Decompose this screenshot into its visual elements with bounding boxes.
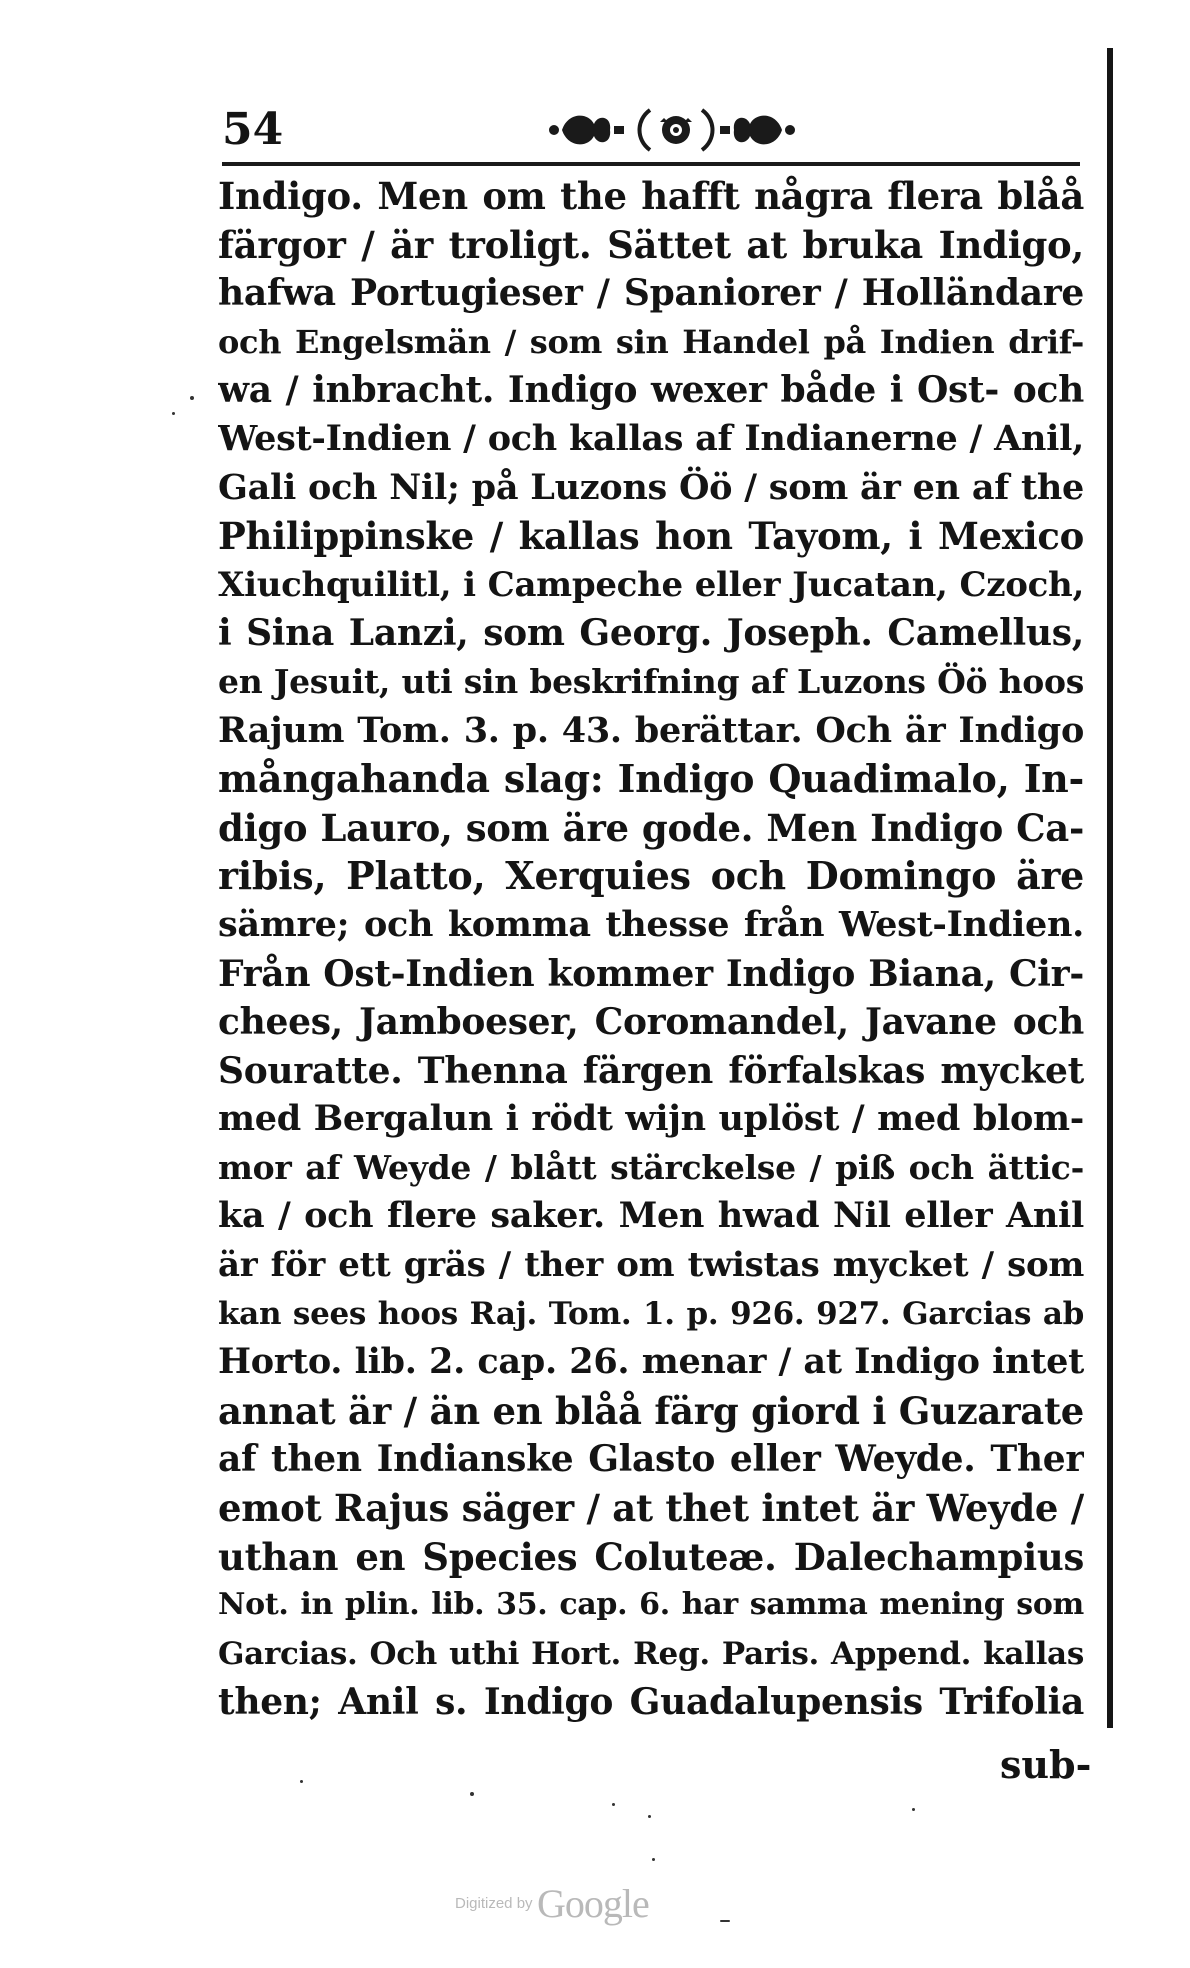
text-line: digo Lauro, som äre gode. Men Indigo Ca- (218, 805, 1084, 850)
text-line: Souratte. Thenna färgen förfalskas mycket (218, 1049, 1084, 1092)
text-line: Not. in plin. lib. 35. cap. 6. har samma mening som (218, 1587, 1084, 1623)
text-line: af then Indianske Glasto eller Weyde. Ther (218, 1438, 1084, 1481)
text-line: sämre; och komma thesse från West-Indien. (218, 903, 1084, 945)
text-line: ka / och flere saker. Men hwad Nil eller Anil (218, 1195, 1084, 1237)
text-line: chees, Jamboeser, Coromandel, Javane och (218, 1001, 1084, 1044)
text-line: annat är / än en blåå färg giord i Guzarate (218, 1388, 1084, 1433)
text-line: Gali och Nil; på Luzons Öö / som är en af the (218, 466, 1084, 508)
text-line: kan sees hoos Raj. Tom. 1. p. 926. 927. Garcias ab (218, 1295, 1084, 1332)
body-text (218, 172, 1084, 1727)
watermark-brand: Google (537, 1881, 649, 1926)
page-number: 54 (222, 104, 284, 155)
text-line: then; Anil s. Indigo Guadalupensis Trifolia (218, 1681, 1084, 1724)
text-line: hafwa Portugieser / Spaniorer / Holländare (218, 272, 1084, 315)
page-edge-rule (1107, 48, 1113, 1728)
text-line: i Sina Lanzi, som Georg. Joseph. Camellus, (218, 612, 1084, 655)
text-line: Från Ost-Indien kommer Indigo Biana, Cir- (218, 952, 1084, 995)
text-line: emot Rajus säger / at thet intet är Weyde / (218, 1486, 1084, 1531)
printers-ornament-icon (532, 102, 812, 158)
text-line: Xiuchquilitl, i Campeche eller Jucatan, Czoch, (218, 564, 1084, 605)
watermark-prefix: Digitized by (455, 1895, 533, 1912)
text-line: wa / inbracht. Indigo wexer både i Ost- och (218, 369, 1084, 412)
header-rule (222, 162, 1080, 166)
text-line: uthan en Species Coluteæ. Dalechampius (218, 1534, 1084, 1579)
text-line: Philippinske / kallas hon Tayom, i Mexico (218, 514, 1084, 559)
text-line: med Bergalun i rödt wijn uplöst / med blom- (218, 1098, 1084, 1140)
text-line: mångahanda slag: Indigo Quadimalo, In- (218, 756, 1084, 802)
page-header (222, 100, 1080, 160)
catchword: sub- (1000, 1742, 1092, 1787)
text-line: mor af Weyde / blått stärckelse / piß och ättic- (218, 1147, 1084, 1187)
text-line: Indigo. Men om the hafft några flera blåå (218, 174, 1084, 218)
text-line: Rajum Tom. 3. p. 43. berättar. Och är Indigo (218, 709, 1084, 751)
text-line: och Engelsmän / som sin Handel på Indien drif- (218, 322, 1084, 361)
text-line: ribis, Platto, Xerquies och Domingo äre (218, 853, 1084, 899)
text-line: West-Indien / och kallas af Indianerne / Anil, (218, 417, 1084, 459)
text-line: en Jesuit, uti sin beskrifning af Luzons Öö hoos (218, 661, 1084, 701)
text-line: färgor / är troligt. Sättet at bruka Indigo, (218, 222, 1084, 267)
text-line: Garcias. Och uthi Hort. Reg. Paris. Append. kallas (218, 1635, 1084, 1672)
text-line: är för ett gräs / ther om twistas mycket / som (218, 1245, 1084, 1286)
text-line: Horto. lib. 2. cap. 26. menar / at Indigo intet (218, 1341, 1084, 1383)
digitized-by-google-watermark (455, 1880, 649, 1930)
